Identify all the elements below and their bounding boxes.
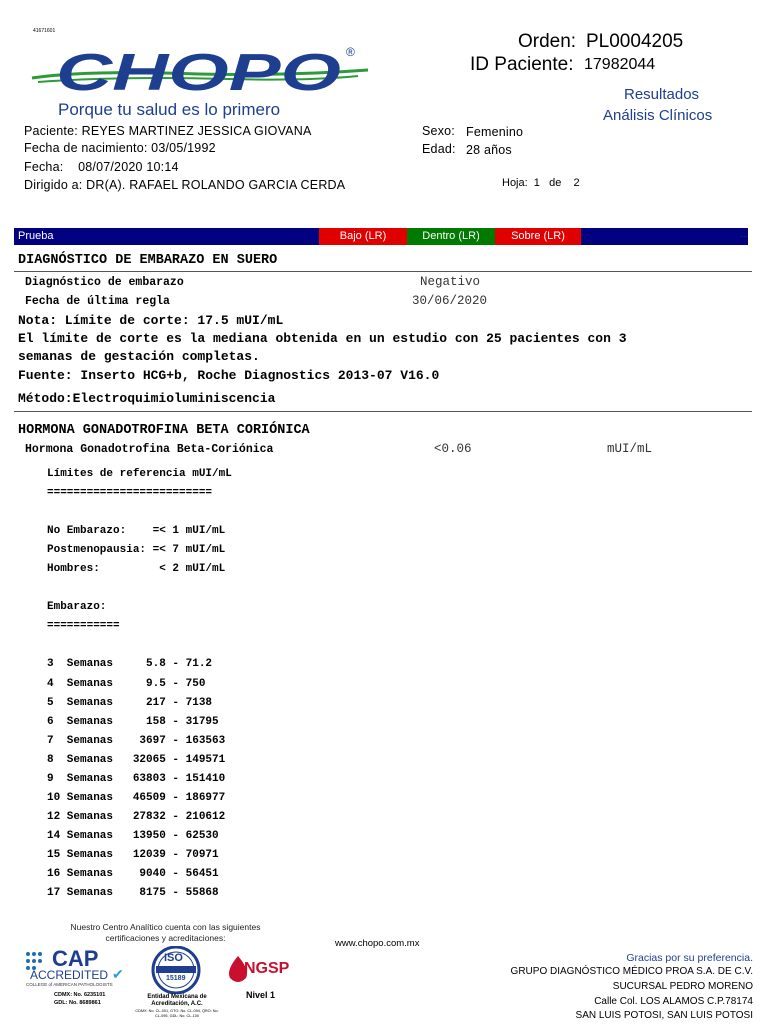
hcg-unit: mUI/mL bbox=[607, 442, 653, 456]
cap-number-2: GDL: No. 8689861 bbox=[54, 1000, 101, 1006]
gracias-text: Gracias por su preferencia. bbox=[626, 952, 753, 964]
chopo-logo bbox=[28, 28, 373, 123]
edad-label: Edad: bbox=[422, 142, 456, 156]
reference-line: 6 Semanas 158 - 31795 bbox=[47, 715, 219, 728]
resultados-heading: Resultados bbox=[624, 86, 700, 103]
iso-text: ISO bbox=[164, 952, 183, 964]
reference-line: ========================= bbox=[47, 487, 213, 500]
reference-line: 14 Semanas 13950 - 62530 bbox=[47, 829, 219, 842]
reference-ranges bbox=[47, 465, 232, 903]
iso-number: 15189 bbox=[166, 975, 186, 982]
header-prueba: Prueba bbox=[14, 228, 319, 245]
header-dentro: Dentro (LR) bbox=[407, 228, 495, 245]
branch-city: SAN LUIS POTOSI, SAN LUIS POTOSI bbox=[575, 1010, 753, 1021]
branch-address: Calle Col. LOS ALAMOS C.P.78174 bbox=[594, 996, 753, 1007]
diagnostico-label: Diagnóstico de embarazo bbox=[25, 276, 184, 289]
results-header-bar bbox=[14, 228, 748, 245]
reference-line: Embarazo: bbox=[47, 601, 107, 614]
reference-line: 15 Semanas 12039 - 70971 bbox=[47, 848, 219, 861]
reference-line bbox=[47, 579, 232, 598]
reference-line: 8 Semanas 32065 - 149571 bbox=[47, 753, 226, 766]
page-indicator: Hoja: 1 de 2 bbox=[502, 177, 580, 189]
reference-line: 17 Semanas 8175 - 55868 bbox=[47, 887, 219, 900]
patient-birthdate: Fecha de nacimiento: 03/05/1992 bbox=[24, 141, 216, 155]
branch-name: SUCURSAL PEDRO MORENO bbox=[612, 981, 753, 992]
diagnostico-value: Negativo bbox=[420, 275, 481, 289]
reference-line: 12 Semanas 27832 - 210612 bbox=[47, 810, 226, 823]
cap-text: CAP bbox=[52, 946, 99, 971]
metodo: Método:Electroquimioluminiscencia bbox=[18, 391, 276, 406]
reference-line: =========== bbox=[47, 620, 120, 633]
section-divider bbox=[14, 271, 752, 272]
analisis-heading: Análisis Clínicos bbox=[603, 107, 713, 124]
orden-label: Orden: bbox=[518, 31, 577, 52]
reference-line: 9 Semanas 63803 - 151410 bbox=[47, 772, 226, 785]
section-title-embarazo: DIAGNÓSTICO DE EMBARAZO EN SUERO bbox=[18, 253, 278, 268]
ema-text: Entidad Mexicana de Acreditación, A.C. bbox=[147, 994, 207, 1007]
reference-line: 4 Semanas 9.5 - 750 bbox=[47, 677, 206, 690]
id-paciente-label: ID Paciente: bbox=[470, 54, 574, 75]
nota-line-1: El límite de corte es la mediana obtenida en un estudio con 25 pacientes con 3 bbox=[18, 331, 627, 346]
cap-subtitle: COLLEGE of AMERICAN PATHOLOGISTS bbox=[26, 982, 113, 987]
fur-label: Fecha de última regla bbox=[25, 295, 170, 308]
logo-wordmark: CHOPO bbox=[56, 44, 341, 100]
sexo-label: Sexo: bbox=[422, 124, 455, 138]
reference-line: Límites de referencia mUI/mL bbox=[47, 468, 232, 480]
cap-number-1: CDMX: No. 6235101 bbox=[54, 992, 106, 998]
header-overflow-dots: ... bbox=[740, 229, 749, 240]
patient-name: Paciente: REYES MARTINEZ JESSICA GIOVANA bbox=[24, 124, 312, 138]
hcg-value: <0.06 bbox=[434, 442, 472, 456]
certifications-text: Nuestro Centro Analítico cuenta con las siguientes certificaciones y acreditaciones: bbox=[70, 922, 261, 943]
tagline: Porque tu salud es lo primero bbox=[58, 100, 281, 119]
reference-line: 5 Semanas 217 - 7138 bbox=[47, 696, 213, 709]
id-paciente-value: 17982044 bbox=[584, 56, 656, 73]
ema-numbers: CDMX: No. CL-001, GTO: No. CL-094, QRO: No. CL-095, GDL: No. CL-100 bbox=[135, 1009, 219, 1018]
reference-line bbox=[47, 636, 232, 655]
reference-line bbox=[47, 503, 232, 522]
edad-value: 28 años bbox=[466, 143, 512, 157]
orden-value: PL0004205 bbox=[586, 31, 684, 52]
fur-value: 30/06/2020 bbox=[412, 294, 488, 308]
section-divider bbox=[14, 411, 752, 412]
referring-doctor: Dirigido a: DR(A). RAFAEL ROLANDO GARCIA CERDA bbox=[24, 178, 346, 192]
section-title-hcg: HORMONA GONADOTROFINA BETA CORIÓNICA bbox=[18, 423, 310, 438]
header-limites: Límites de referencia bbox=[581, 228, 748, 245]
header-bajo: Bajo (LR) bbox=[319, 228, 407, 245]
nota-corte: Nota: Límite de corte: 17.5 mUI/mL bbox=[18, 313, 284, 328]
cap-accredited-logo bbox=[22, 946, 134, 1006]
ngsp-logo bbox=[222, 952, 302, 1007]
chopo-logo-icon bbox=[28, 40, 373, 100]
reference-line: 10 Semanas 46509 - 186977 bbox=[47, 791, 226, 804]
sexo-value: Femenino bbox=[466, 125, 524, 139]
header-sobre: Sobre (LR) bbox=[495, 228, 581, 245]
website: www.chopo.com.mx bbox=[335, 938, 420, 949]
registered-mark: ® bbox=[346, 45, 355, 59]
reference-line: 7 Semanas 3697 - 163563 bbox=[47, 734, 226, 747]
ema-iso-logo bbox=[135, 946, 219, 1021]
reference-line: 16 Semanas 9040 - 56451 bbox=[47, 867, 219, 880]
report-date: Fecha: 08/07/2020 10:14 bbox=[24, 160, 179, 174]
nivel-text: Nivel 1 bbox=[246, 990, 276, 1000]
ngsp-text: NGSP bbox=[244, 960, 290, 977]
check-icon: ✔ bbox=[112, 966, 124, 982]
reference-line: Postmenopausia: =< 7 mUI/mL bbox=[47, 544, 226, 557]
nota-fuente: Fuente: Inserto HCG+b, Roche Diagnostics 2013-07 V16.0 bbox=[18, 368, 440, 383]
nota-line-2: semanas de gestación completas. bbox=[18, 349, 260, 364]
hcg-label: Hormona Gonadotrofina Beta-Coriónica bbox=[25, 443, 274, 456]
reference-line: Hombres: < 2 mUI/mL bbox=[47, 563, 226, 576]
company-name: GRUPO DIAGNÓSTICO MÉDICO PROA S.A. DE C.V. bbox=[510, 966, 753, 977]
reference-line: No Embarazo: =< 1 mUI/mL bbox=[47, 525, 226, 538]
reference-line: 3 Semanas 5.8 - 71.2 bbox=[47, 658, 213, 671]
accredited-text: ACCREDITED bbox=[30, 968, 109, 982]
logo-code: 41671601 bbox=[33, 28, 56, 34]
